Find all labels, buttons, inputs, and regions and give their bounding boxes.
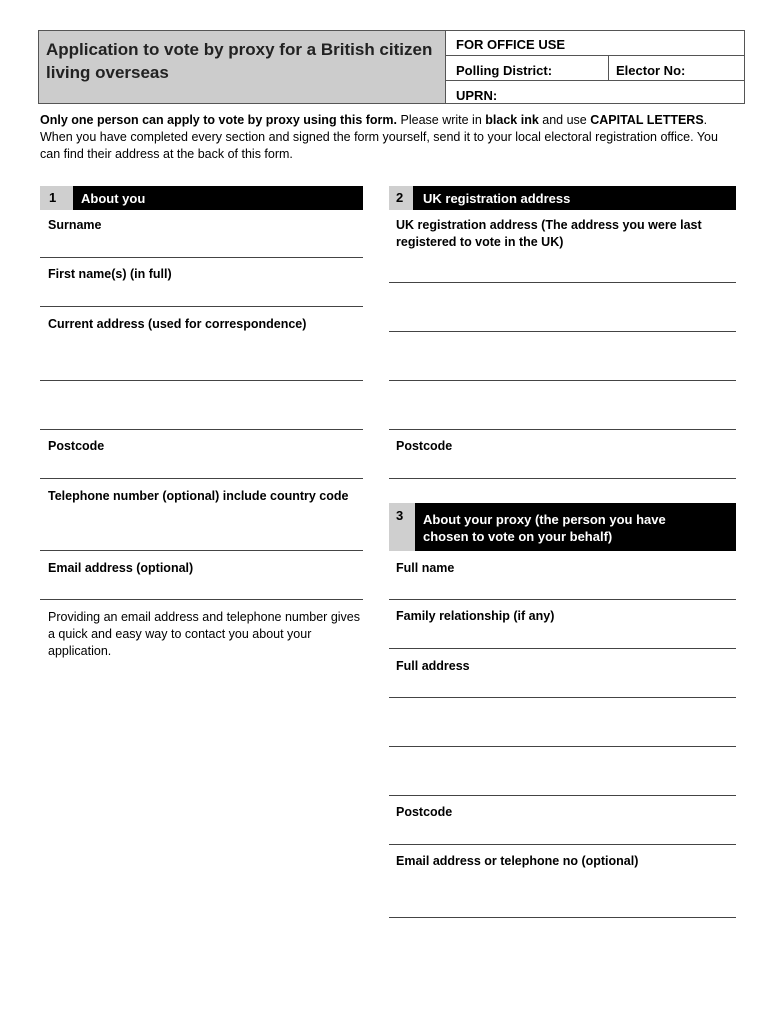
current-address-line-2[interactable] [40,429,363,430]
uk-address-line-4[interactable] [389,429,736,430]
section-2-number: 2 [389,186,413,210]
office-use-box [446,30,745,104]
surname-label: Surname [48,218,102,232]
telephone-field[interactable] [40,550,363,551]
contact-note: Providing an email address and telephone number gives a quick and easy way to contact you about your application. [48,610,360,658]
proxy-address-line-3[interactable] [389,795,736,796]
uk-address-line-1[interactable] [389,282,736,283]
surname-field[interactable] [40,257,363,258]
intro-text-2: and use [542,113,587,127]
section-3-title: About your proxy (the person you have chosen to vote on your behalf) [423,512,666,544]
uk-address-line-2[interactable] [389,331,736,332]
proxy-relationship-field[interactable] [389,648,736,649]
current-address-label: Current address (used for correspondence) [48,317,307,331]
proxy-address-line-2[interactable] [389,746,736,747]
first-names-label: First name(s) (in full) [48,267,172,281]
elector-no-label: Elector No: [616,63,686,78]
proxy-address-line-1[interactable] [389,697,736,698]
first-names-field[interactable] [40,306,363,307]
telephone-label: Telephone number (optional) include country code [48,489,349,503]
intro-black-ink: black ink [485,113,539,127]
form-title: Application to vote by proxy for a British citizen living overseas [46,40,433,82]
proxy-postcode-label: Postcode [396,805,453,819]
proxy-relationship-label: Family relationship (if any) [396,609,555,623]
proxy-full-name-label: Full name [396,561,455,575]
uk-postcode-field[interactable] [389,478,736,479]
intro-lead: Only one person can apply to vote by proxy using this form. [40,113,398,127]
uk-address-label: UK registration address (The address you were last registered to vote in the UK) [396,218,702,249]
email-field[interactable] [40,599,363,600]
proxy-full-name-field[interactable] [389,599,736,600]
office-use-heading: FOR OFFICE USE [456,37,566,52]
section-2-title: UK registration address [423,191,571,206]
intro-capital-letters: CAPITAL LETTERS [590,113,704,127]
section-1-title: About you [81,191,146,206]
uk-postcode-label: Postcode [396,439,453,453]
current-address-line-1[interactable] [40,380,363,381]
section-1-header [40,186,363,210]
intro-text-3: . When you have completed every section and signed the form yourself, send it to your local electoral registration office. You can find their address at the back of this form. [40,113,718,161]
proxy-postcode-field[interactable] [389,844,736,845]
uprn-label: UPRN: [456,88,498,103]
uk-address-line-3[interactable] [389,380,736,381]
proxy-contact-field[interactable] [389,917,736,918]
proxy-address-label: Full address [396,659,470,673]
email-label: Email address (optional) [48,561,194,575]
intro-text-1: Please write in [400,113,482,127]
proxy-contact-label: Email address or telephone no (optional) [396,854,639,868]
section-3-number: 3 [389,503,415,551]
section-1-number: 1 [40,186,73,210]
postcode-label: Postcode [48,439,105,453]
polling-district-label: Polling District: [456,63,553,78]
section-3-header [389,503,736,551]
postcode-field[interactable] [40,478,363,479]
section-2-header [389,186,736,210]
intro-instructions [40,112,730,163]
